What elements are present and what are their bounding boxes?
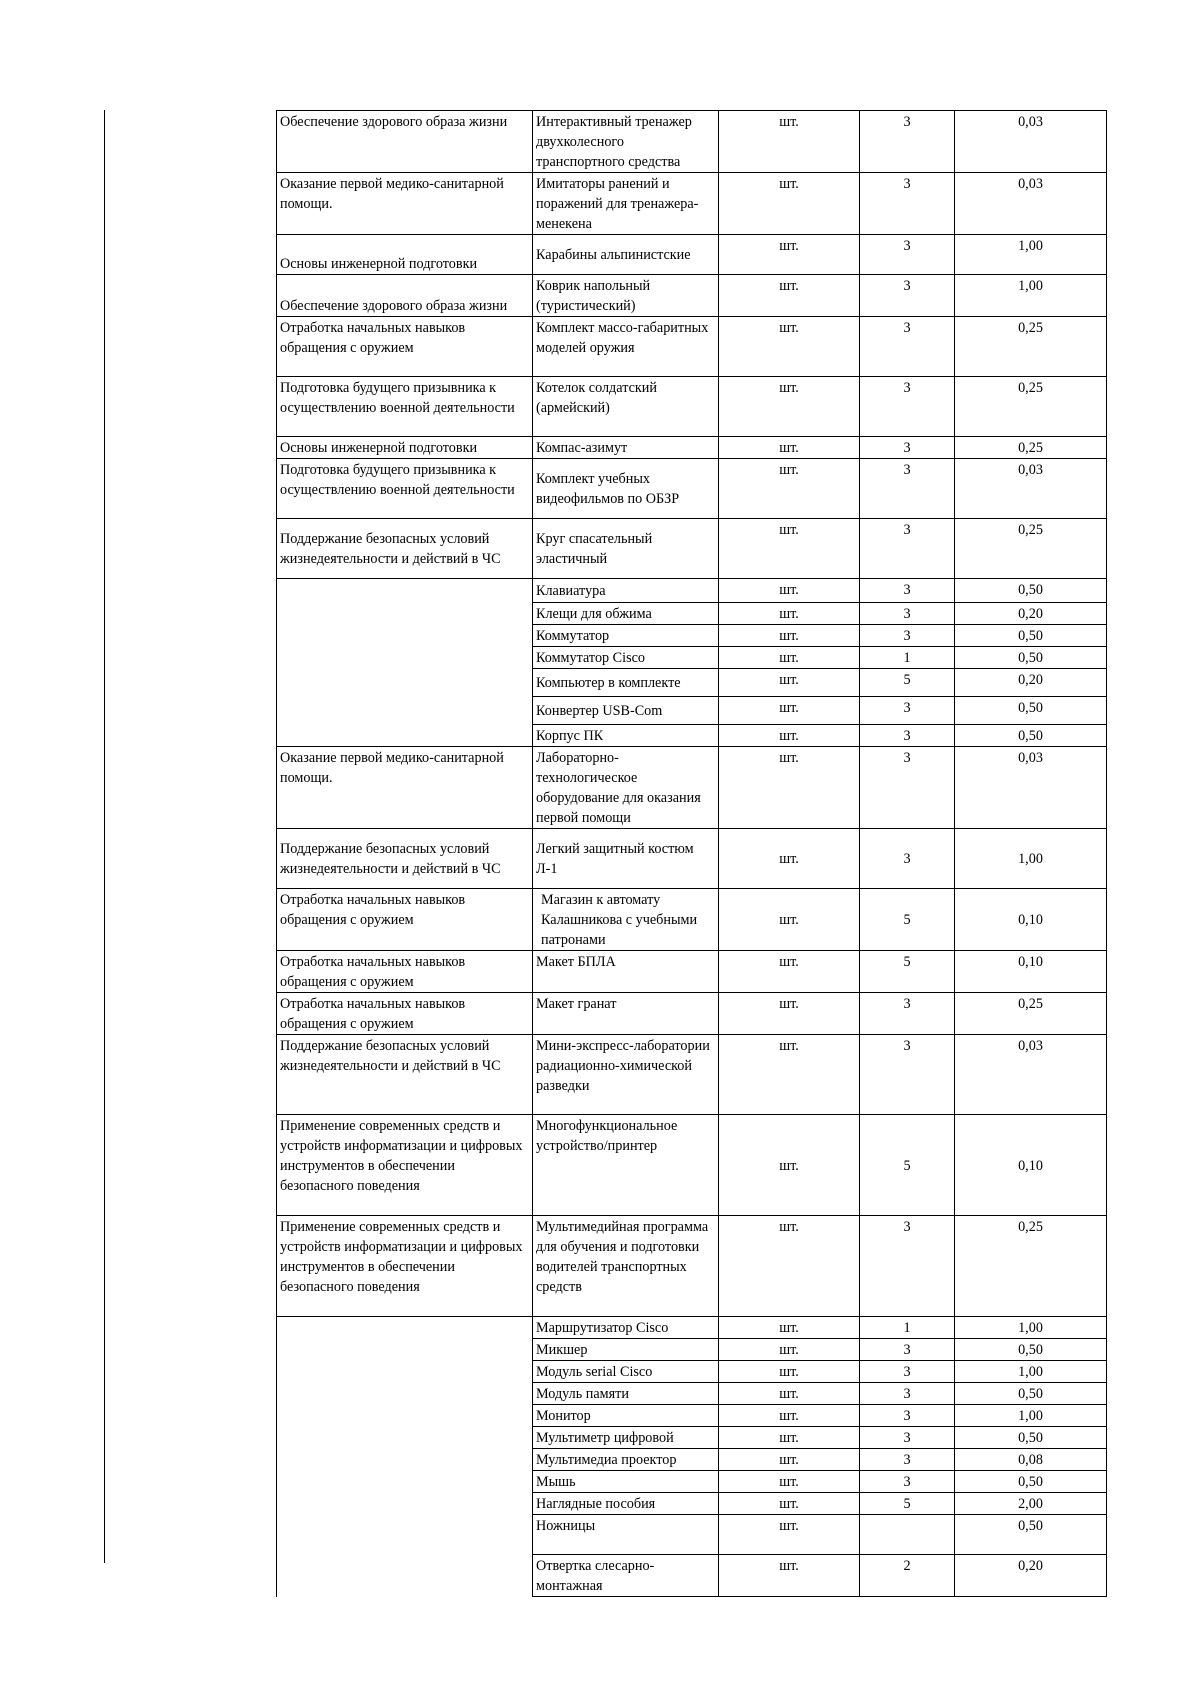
table-row [277,1317,1107,1339]
value-cell: 0,50 [955,625,1107,647]
item-cell: Клещи для обжима [533,603,719,625]
qty-cell: 3 [860,829,955,889]
unit-cell: шт. [719,317,860,377]
item-cell: Магазин к автомату Калашникова с учебными патронами [533,889,719,951]
unit-cell: шт. [719,725,860,747]
value-cell: 0,50 [955,1471,1107,1493]
qty-cell: 3 [860,459,955,519]
qty-cell: 3 [860,519,955,579]
value-cell: 0,50 [955,1427,1107,1449]
item-cell: Конвертер USB-Com [533,697,719,725]
qty-cell: 3 [860,747,955,829]
value-cell: 0,20 [955,1555,1107,1597]
item-cell: Макет БПЛА [533,951,719,993]
value-cell: 1,00 [955,829,1107,889]
unit-cell: шт. [719,1317,860,1339]
value-cell: 1,00 [955,275,1107,317]
qty-cell: 5 [860,889,955,951]
value-cell: 0,50 [955,1515,1107,1555]
qty-cell: 5 [860,669,955,697]
topic-cell: Основы инженерной подготовки [277,437,533,459]
qty-cell: 3 [860,579,955,603]
qty-cell: 3 [860,1405,955,1427]
qty-cell: 3 [860,275,955,317]
left-margin-rule [104,110,105,1563]
unit-cell: шт. [719,235,860,275]
qty-cell: 2 [860,1555,955,1597]
item-cell: Микшер [533,1339,719,1361]
qty-cell [860,1515,955,1555]
table-row [277,377,1107,437]
topic-cell: Оказание первой медико-санитарной помощи. [277,747,533,829]
item-cell: Макет гранат [533,993,719,1035]
qty-cell: 3 [860,235,955,275]
qty-cell: 1 [860,647,955,669]
unit-cell: шт. [719,889,860,951]
unit-cell: шт. [719,579,860,603]
value-cell: 1,00 [955,1405,1107,1427]
item-cell: Коммутатор Cisco [533,647,719,669]
value-cell: 0,03 [955,173,1107,235]
unit-cell: шт. [719,1383,860,1405]
value-cell: 0,03 [955,111,1107,173]
topic-cell: Отработка начальных навыков обращения с оружием [277,317,533,377]
unit-cell: шт. [719,377,860,437]
item-cell: Ножницы [533,1515,719,1555]
topic-cell: Поддержание безопасных условий жизнедеятельности и действий в ЧС [277,1035,533,1115]
value-cell: 0,03 [955,1035,1107,1115]
unit-cell: шт. [719,747,860,829]
unit-cell: шт. [719,603,860,625]
item-cell: Монитор [533,1405,719,1427]
value-cell: 0,10 [955,1115,1107,1216]
table-row [277,829,1107,889]
unit-cell: шт. [719,275,860,317]
topic-cell: Подготовка будущего призывника к осуществлению военной деятельности [277,377,533,437]
unit-cell: шт. [719,1471,860,1493]
table-row [277,889,1107,951]
qty-cell: 3 [860,1339,955,1361]
topic-cell: Отработка начальных навыков обращения с оружием [277,889,533,951]
unit-cell: шт. [719,669,860,697]
value-cell: 1,00 [955,1361,1107,1383]
table-row [277,111,1107,173]
table-row [277,437,1107,459]
value-cell: 0,25 [955,519,1107,579]
unit-cell: шт. [719,1427,860,1449]
unit-cell: шт. [719,173,860,235]
value-cell: 2,00 [955,1493,1107,1515]
qty-cell: 3 [860,111,955,173]
item-cell: Маршрутизатор Cisco [533,1317,719,1339]
item-cell: Круг спасательный эластичный [533,519,719,579]
table-row [277,317,1107,377]
qty-cell: 3 [860,1427,955,1449]
table-row [277,579,1107,603]
item-cell: Имитаторы ранений и поражений для тренажера-менекена [533,173,719,235]
item-cell: Наглядные пособия [533,1493,719,1515]
unit-cell: шт. [719,1361,860,1383]
item-cell: Корпус ПК [533,725,719,747]
item-cell: Мультиметр цифровой [533,1427,719,1449]
unit-cell: шт. [719,459,860,519]
topic-cell: Основы инженерной подготовки [277,235,533,275]
unit-cell: шт. [719,1115,860,1216]
table-row [277,459,1107,519]
item-cell: Мультимедийная программа для обучения и подготовки водителей транспортных средств [533,1216,719,1317]
topic-cell [277,579,533,747]
unit-cell: шт. [719,1449,860,1471]
unit-cell: шт. [719,647,860,669]
qty-cell: 3 [860,697,955,725]
unit-cell: шт. [719,993,860,1035]
table-row [277,275,1107,317]
value-cell: 0,25 [955,1216,1107,1317]
table-row [277,235,1107,275]
topic-cell: Подготовка будущего призывника к осуществлению военной деятельности [277,459,533,519]
table-row [277,993,1107,1035]
qty-cell: 3 [860,377,955,437]
unit-cell: шт. [719,1405,860,1427]
item-cell: Мышь [533,1471,719,1493]
equipment-table [276,110,1107,1597]
value-cell: 0,50 [955,647,1107,669]
item-cell: Интерактивный тренажер двухколесного транспортного средства [533,111,719,173]
value-cell: 0,25 [955,993,1107,1035]
item-cell: Котелок солдатский (армейский) [533,377,719,437]
table-row [277,1216,1107,1317]
topic-cell: Оказание первой медико-санитарной помощи. [277,173,533,235]
item-cell: Лабораторно-технологическое оборудование для оказания первой помощи [533,747,719,829]
unit-cell: шт. [719,519,860,579]
qty-cell: 1 [860,1317,955,1339]
value-cell: 0,03 [955,747,1107,829]
qty-cell: 5 [860,1115,955,1216]
value-cell: 0,20 [955,669,1107,697]
qty-cell: 3 [860,1216,955,1317]
value-cell: 0,50 [955,697,1107,725]
item-cell: Компьютер в комплекте [533,669,719,697]
unit-cell: шт. [719,111,860,173]
unit-cell: шт. [719,1555,860,1597]
item-cell: Модуль serial Cisco [533,1361,719,1383]
qty-cell: 3 [860,1449,955,1471]
item-cell: Модуль памяти [533,1383,719,1405]
qty-cell: 3 [860,317,955,377]
value-cell: 0,25 [955,377,1107,437]
value-cell: 0,03 [955,459,1107,519]
unit-cell: шт. [719,1493,860,1515]
unit-cell: шт. [719,437,860,459]
value-cell: 0,25 [955,317,1107,377]
value-cell: 0,25 [955,437,1107,459]
unit-cell: шт. [719,1216,860,1317]
item-cell: Легкий защитный костюм Л-1 [533,829,719,889]
qty-cell: 3 [860,993,955,1035]
value-cell: 0,08 [955,1449,1107,1471]
value-cell: 0,10 [955,889,1107,951]
qty-cell: 5 [860,951,955,993]
table-row [277,1035,1107,1115]
qty-cell: 3 [860,437,955,459]
unit-cell: шт. [719,1339,860,1361]
value-cell: 0,50 [955,1383,1107,1405]
value-cell: 0,50 [955,725,1107,747]
topic-cell: Поддержание безопасных условий жизнедеятельности и действий в ЧС [277,519,533,579]
topic-cell: Отработка начальных навыков обращения с оружием [277,951,533,993]
table-row [277,951,1107,993]
unit-cell: шт. [719,1035,860,1115]
item-cell: Многофункциональное устройство/принтер [533,1115,719,1216]
item-cell: Компас-азимут [533,437,719,459]
qty-cell: 3 [860,1361,955,1383]
table-row [277,173,1107,235]
table-row [277,519,1107,579]
qty-cell: 5 [860,1493,955,1515]
table-row [277,1115,1107,1216]
qty-cell: 3 [860,1035,955,1115]
topic-cell: Обеспечение здорового образа жизни [277,111,533,173]
topic-cell: Поддержание безопасных условий жизнедеятельности и действий в ЧС [277,829,533,889]
value-cell: 0,10 [955,951,1107,993]
item-cell: Клавиатура [533,579,719,603]
value-cell: 1,00 [955,235,1107,275]
item-cell: Мини-экспресс-лаборатории радиационно-химической разведки [533,1035,719,1115]
unit-cell: шт. [719,625,860,647]
item-cell: Карабины альпинистские [533,235,719,275]
item-cell: Отвертка слесарно-монтажная [533,1555,719,1597]
value-cell: 0,50 [955,579,1107,603]
qty-cell: 3 [860,1383,955,1405]
qty-cell: 3 [860,625,955,647]
topic-cell: Отработка начальных навыков обращения с оружием [277,993,533,1035]
item-cell: Мультимедиа проектор [533,1449,719,1471]
table-row [277,747,1107,829]
topic-cell: Применение современных средств и устройств информатизации и цифровых инструментов в обеспечении безопасного поведения [277,1115,533,1216]
unit-cell: шт. [719,951,860,993]
value-cell: 0,20 [955,603,1107,625]
item-cell: Коммутатор [533,625,719,647]
qty-cell: 3 [860,173,955,235]
topic-cell: Применение современных средств и устройств информатизации и цифровых инструментов в обеспечении безопасного поведения [277,1216,533,1317]
unit-cell: шт. [719,697,860,725]
topic-cell [277,1317,533,1597]
qty-cell: 3 [860,725,955,747]
item-cell: Коврик напольный (туристический) [533,275,719,317]
item-cell: Комплект учебных видеофильмов по ОБЗР [533,459,719,519]
unit-cell: шт. [719,1515,860,1555]
unit-cell: шт. [719,829,860,889]
value-cell: 0,50 [955,1339,1107,1361]
qty-cell: 3 [860,603,955,625]
value-cell: 1,00 [955,1317,1107,1339]
topic-cell: Обеспечение здорового образа жизни [277,275,533,317]
item-cell: Комплект массо-габаритных моделей оружия [533,317,719,377]
qty-cell: 3 [860,1471,955,1493]
